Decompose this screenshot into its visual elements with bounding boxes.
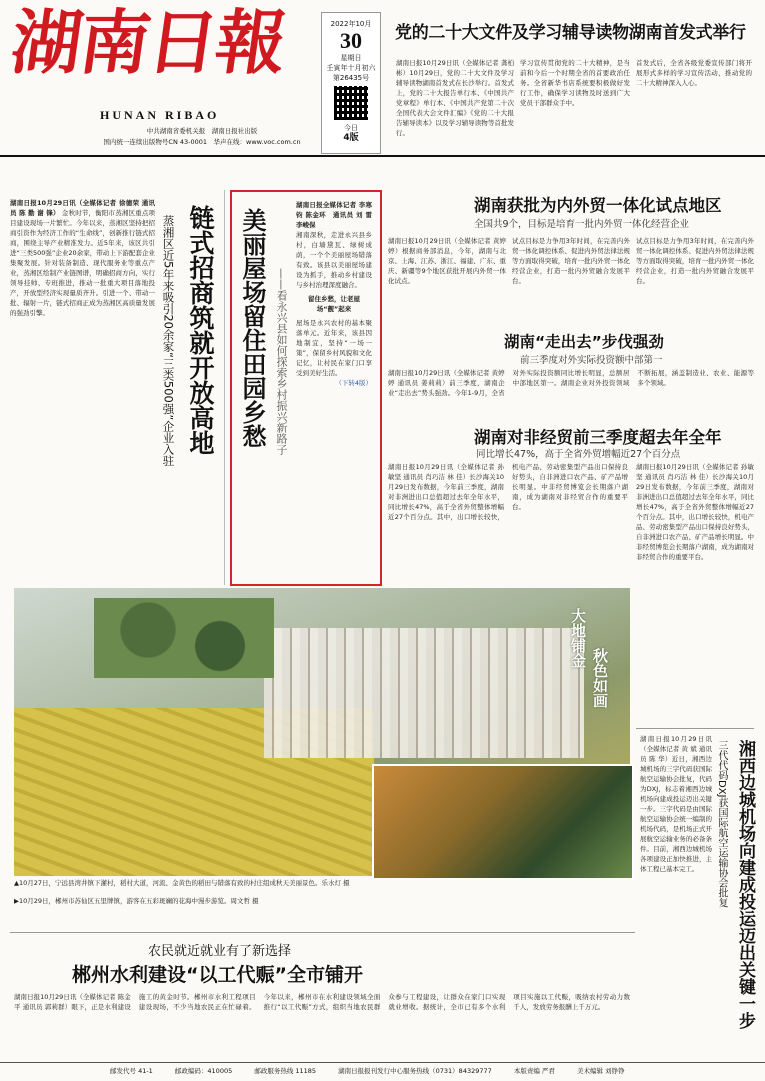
right-story1-text-3: 试点目标是力争用3年时间，在完善内外贸一体化调控体系、促进内外贸法律法规等方面取得突破，培育一批内外贸一体化经营企业，打造一批内外贸融合发展平台。 [636, 237, 754, 285]
photo-caption-1: ▲10月27日，宁远县湾井镇下灌村，稻村大道，河流、金黄色的稻田与错落有致的村庄组成秋天美丽景色。乐水灯 摄 [14, 879, 350, 887]
footer-art-editor: 美术编辑 刘铮铮 [577, 1067, 625, 1075]
date-weekday: 星期日 [340, 54, 362, 62]
left-story-title: 链式招商筑就开放高地 [186, 205, 215, 455]
right-story3-subtitle: 同比增长47%，高于全省外贸增幅近27个百分点 [476, 449, 681, 460]
masthead-english: HUNAN RIBAO [100, 108, 220, 122]
right-story3-text: 湖南日报10月29日讯（全媒体记者 孙敏坚 通讯员 肖巧洁 林 佳）长沙海关10月29日发布数据，今年前三季度，湖南对非洲进出口总值超过去年全年水平，同比增长47%，高于全省外贸整体增幅近27个百分点。其中，出口增长较快，机电产品、劳动密集型产品出口保持良好势头，自非洲进口农产品、矿产品增长明显。中非经贸博览会长期落户湖南，成为湖南对非经贸合作的重要平台。 [388, 463, 628, 521]
date-lunar: 壬寅年十月初六 [326, 64, 376, 72]
right-story2-title: 湖南“走出去”步伐强劲 [504, 333, 664, 351]
center-story-subtitle: ——看永兴县如何探索乡村振兴新路子 [275, 268, 288, 455]
qr-code-icon [334, 86, 368, 120]
footer-editor: 本版责编 严君 [513, 1067, 555, 1075]
top-story-text-2: 学习宣传贯彻党的二十大精神，是当前和今后一个时期全省的首要政治任务。全省新华书店系统要积极做好发行工作，确保学习读物及时送到广大党员干部群众手中。 [520, 59, 630, 107]
publisher-line: 中共湖南省委机关报 湖南日报社出版 [146, 127, 258, 135]
right-story3-title: 湖南对非经贸前三季度超去年全年 [474, 428, 722, 447]
header-divider [0, 155, 765, 157]
top-story-text-3: 首发式后，全省各级党委宣传部门将开展形式多样的学习宣传活动，推动党的二十大精神深入人心。 [636, 59, 752, 87]
cn-number-line: 国内统一连续出版物号CN 43-0001 华声在线：www.voc.com.cn [103, 138, 301, 146]
date-box [321, 12, 381, 154]
center-story-body-1: 湘南深秋，走进永兴县乡村，白墙黛瓦、绿树成荫，一个个美丽屋场错落有致。该县以美丽屋场建设为抓手，推动乡村建设与乡村治理深度融合。 [296, 231, 372, 289]
continue-label: （下转4版） [335, 379, 372, 387]
center-story-title: 美丽屋场留住田园乡愁 [238, 208, 266, 448]
right-story1-subtitle: 全国共9个，目标是培育一批内外贸一体化经营企业 [474, 219, 690, 230]
left-story-byline: 湖南日报10月29日讯（全媒体记者 徐德荣 通讯员 陈 勤 谢 锋） [10, 199, 155, 217]
left-story-body: 金秋时节，衡阳市蒸湘区重点项目建设现场一片繁忙。今年以来，蒸湘区坚持把招商引资作为经济工作的“生命线”，创新推行链式招商，围绕主导产业精准发力。近5年来，该区共引进“三类500强”企业20余家，带动上下游配套企业集聚发展。针对装备制造、现代服务业等重点产业，蒸湘区绘制产业链图谱，明确招商方向，实行领导挂帅、专班推进，推动一批重大项目落地投产，开放型经济实现量质齐升。引进一个、带动一批、辐射一片，链式招商正成为蒸湘区高质量发展的强劲引擎。 [10, 209, 155, 317]
masthead-info [82, 126, 322, 148]
center-story-text [296, 200, 372, 576]
date-issue: 第26435号 [332, 74, 370, 82]
right-story1-title: 湖南获批为内外贸一体化试点地区 [474, 196, 722, 215]
trees-image [94, 598, 274, 678]
footer-distribution: 湖南日报报刊发行中心服务热线（0731）84329777 [338, 1067, 492, 1075]
center-story-subhead: 留住乡愁，让老屋场“靓”起来 [308, 295, 360, 313]
right-story2-text: 湖南日报10月29日讯（全媒体记者 黄婷婷 通讯员 姜莉莉）前三季度，湖南企业“走出去”势头强劲。今年1-9月，全省对外实际投资额同比增长明显，总额居中部地区第一。湖南企业对外投资领域不断拓展，涵盖制造业、农业、能源等多个领域。 [388, 369, 754, 397]
bottom-story-text: 湖南日报10月29日讯（全媒体记者 陈金平 通讯员 郭莉群）眼下，正是水利建设施工的黄金时节。郴州市水利工程项目建设现场，不少当地农民正在忙碌着。今年以来，郴州市在水利建设领域全面推行“以工代赈”方式，组织当地农民群众参与工程建设，让群众在家门口实现就业增收。据统计，全市已有多个水利项目实施以工代赈，吸纳农村劳动力数千人，发放劳务报酬上千万元。 [14, 993, 630, 1011]
left-story-text [10, 198, 155, 582]
date-year-month: 2022年10月 [330, 20, 372, 28]
footer-address: 邮政编码：410005 [174, 1067, 233, 1075]
right-bottom-story-subtitle: 三代代码DXJ获国际航空运输协会批复 [716, 740, 727, 908]
center-story-byline: 湖南日报全媒体记者 李寒钧 陈金环 通讯员 刘 雷 李峻保 [296, 201, 372, 229]
photo-caption-2: ▶10月29日，郴州市苏仙区五里牌镇，游客在五彩斑斓的花海中漫步游览。周文哲 摄 [14, 897, 259, 905]
masthead-logo: 湖南日報 [6, 1, 290, 84]
column-divider [224, 190, 225, 585]
date-day: 30 [340, 28, 362, 53]
photo-title-2: 秋色如画 [591, 648, 609, 708]
left-story-subtitle: 蒸湘区近5年来吸引20余家“三类500强”企业入驻 [161, 215, 176, 467]
footer-postal-code: 邮发代号 41-1 [110, 1067, 153, 1075]
top-story-title: 党的二十大文件及学习辅导读物湖南首发式举行 [395, 23, 746, 43]
photo-title-1: 大地铺金 [569, 608, 587, 668]
right-story2-subtitle: 前三季度对外实际投资额中部第一 [520, 355, 663, 366]
footer-service: 邮政服务热线 11185 [254, 1067, 317, 1075]
pages-count: 4版 [343, 133, 359, 143]
right-bottom-story-title: 湘西边城机场向建成投运迈出关键一步 [735, 740, 755, 1029]
right-bottom-story-text: 湖南日报10月29日讯（全媒体记者 黄 斌 通讯员 陈 华）近日，湘西边城机场的三字代码获国际航空运输协会批复，代码为DXJ，标志着湘西边城机场向建成投运迈出关键一步。三字代码是由国际航空运输协会统一编制的机场代码，是机场正式开展航空运输业务的必备条件。目前，湘西边城机场各项建设正加快推进，主体工程已基本完工。 [640, 735, 712, 873]
bottom-story-kicker: 农民就近就业有了新选择 [148, 944, 292, 959]
village-houses-image [264, 628, 584, 758]
right-story1-text-1: 湖南日报10月29日讯（全媒体记者 黄婷婷）根据商务部消息，今年，湖南与北京、上海、江苏、浙江、福建、广东、重庆、新疆等9个地区获批开展内外贸一体化试点。 [388, 237, 506, 285]
top-story-text-1: 湖南日报10月29日讯（全媒体记者 龚柏彬）10月29日，党的二十大文件及学习辅导读物湖南首发式在长沙举行。首发式上，党的二十大报告单行本、《中国共产党章程》单行本、《中国共产党第二十次全国代表大会文件汇编》《党的二十大报告辅导读本》以及学习辅导读物等首批发行。 [396, 59, 514, 137]
center-story-body-2: 屋场是永兴农村的基本聚落单元。近年来，该县因地制宜，坚持“一场一策”，保留乡村风貌和文化记忆，让村民在家门口享受到美好生活。 [296, 319, 372, 377]
page-footer [0, 1062, 765, 1081]
bottom-story-title: 郴州水利建设“以工代赈”全市铺开 [72, 964, 363, 986]
right-bottom-divider [636, 728, 754, 729]
right-story3-text-cont: 湖南日报10月29日讯（全媒体记者 孙敏坚 通讯员 肖巧洁 林 佳）长沙海关10月29日发布数据，今年前三季度，湖南对非洲进出口总值超过去年全年水平，同比增长47%，高于全省外贸整体增幅近27个百分点。其中，出口增长较快，机电产品、劳动密集型产品出口保持良好势头，自非洲进口农产品、矿产品增长明显。中非经贸博览会长期落户湖南，成为湖南对非经贸合作的重要平台。 [636, 463, 754, 561]
bottom-divider [10, 932, 635, 933]
today-label: 今日 [344, 124, 358, 132]
right-story1-text-2: 试点目标是力争用3年时间，在完善内外贸一体化调控体系、促进内外贸法律法规等方面取得突破，培育一批内外贸一体化经营企业，打造一批内外贸融合发展平台。 [512, 237, 630, 285]
